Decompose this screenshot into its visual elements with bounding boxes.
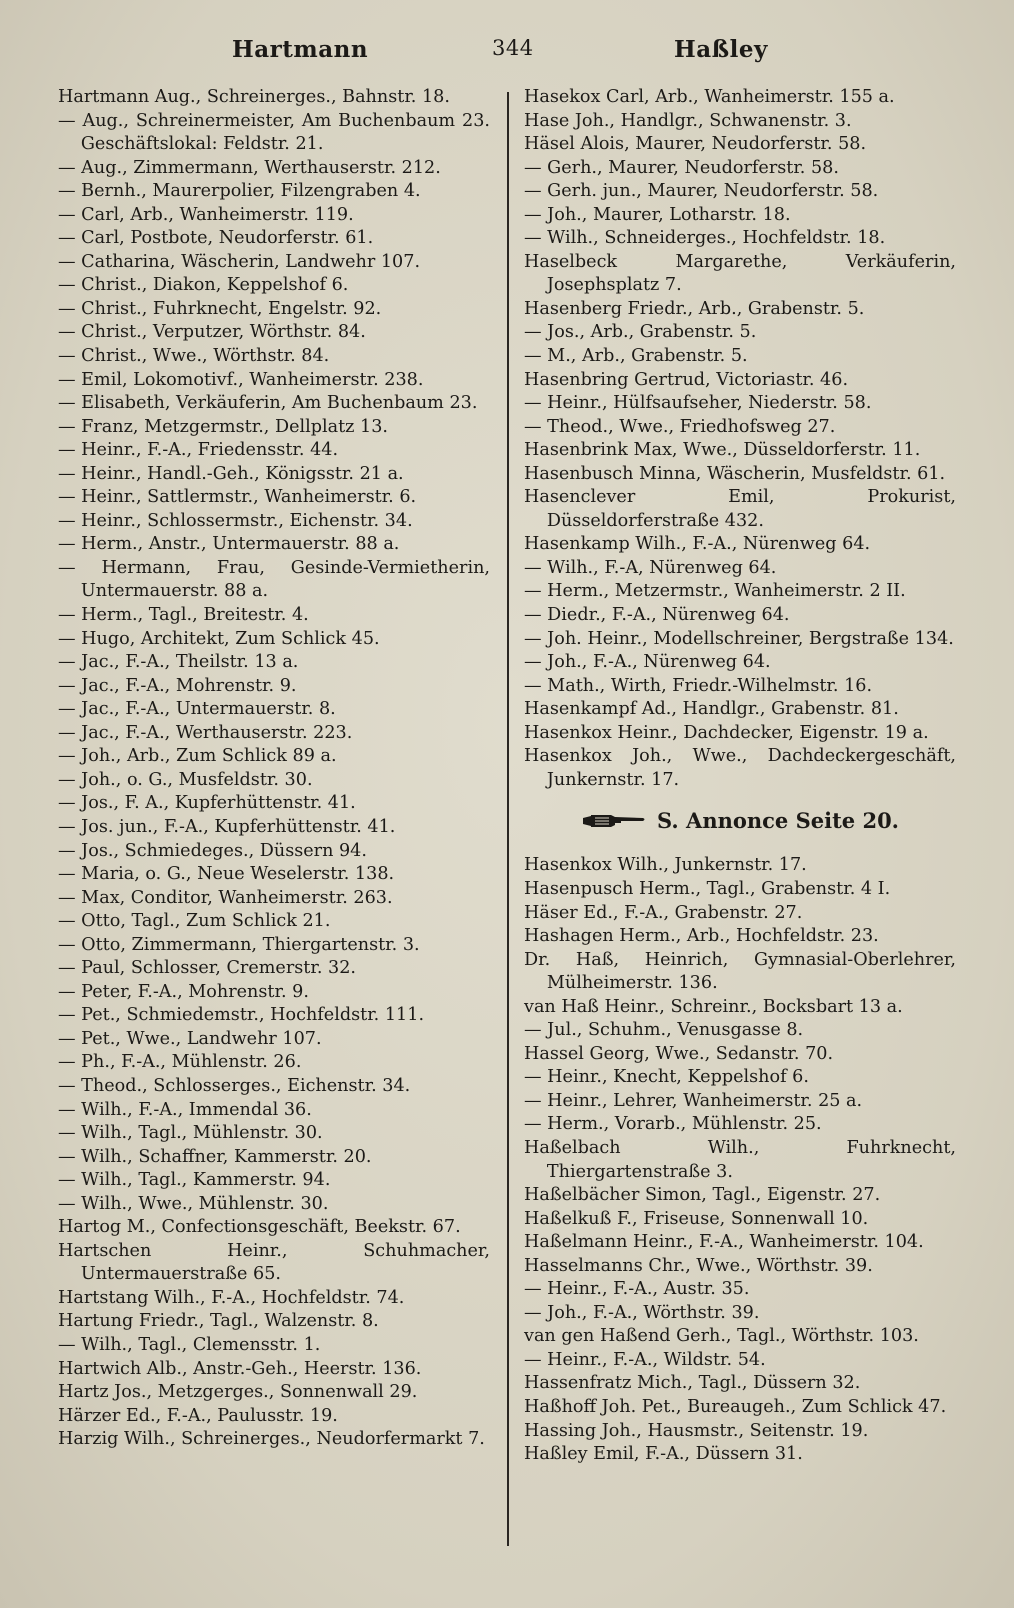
directory-entry: — Wilh., Tagl., Clemensstr. 1. bbox=[58, 1334, 321, 1355]
column-divider bbox=[507, 92, 509, 1546]
directory-entry: Hasenkox Joh., Wwe., Dachdeckergeschäft, Junkernstr. 17. bbox=[524, 746, 956, 790]
directory-entry: — Diedr., F.-A., Nürenweg 64. bbox=[524, 605, 790, 626]
directory-entry: — Heinr., Sattlermstr., Wanheimerstr. 6. bbox=[58, 487, 417, 508]
directory-entry: Haßhoff Joh. Pet., Bureaugeh., Zum Schlick 47. bbox=[524, 1396, 947, 1417]
directory-entry: — Gerh. jun., Maurer, Neudorferstr. 58. bbox=[524, 181, 879, 202]
directory-entry: — Jos. jun., F.-A., Kupferhüttenstr. 41. bbox=[58, 816, 396, 837]
directory-entry: — Christ., Fuhrknecht, Engelstr. 92. bbox=[58, 298, 382, 319]
directory-entry: Hartog M., Confectionsgeschäft, Beekstr. 67. bbox=[58, 1217, 461, 1238]
directory-entry: Hasenbusch Minna, Wäscherin, Musfeldstr. 61. bbox=[524, 463, 946, 484]
directory-entry: — Hugo, Architekt, Zum Schlick 45. bbox=[58, 628, 380, 649]
directory-entry: Hartschen Heinr., Schuhmacher, Untermauerstraße 65. bbox=[58, 1240, 490, 1285]
right-column-bottom-entries bbox=[524, 854, 956, 1466]
directory-entry: — Jos., F. A., Kupferhüttenstr. 41. bbox=[58, 793, 356, 814]
directory-entry: — Catharina, Wäscherin, Landwehr 107. bbox=[58, 251, 421, 272]
directory-entry: Hassel Georg, Wwe., Sedanstr. 70. bbox=[524, 1043, 834, 1064]
page-header bbox=[0, 36, 1014, 76]
directory-entry: — Theod., Wwe., Friedhofsweg 27. bbox=[524, 416, 836, 437]
directory-entry: Haßelmann Heinr., F.-A., Wanheimerstr. 104. bbox=[524, 1232, 924, 1253]
right-column bbox=[524, 86, 956, 1467]
directory-entry: — Jac., F.-A., Werthauserstr. 223. bbox=[58, 722, 353, 743]
directory-entry: — Math., Wirth, Friedr.-Wilhelmstr. 16. bbox=[524, 675, 873, 696]
directory-entry: — Aug., Schreinermeister, Am Buchenbaum 23. Geschäftslokal: Feldstr. 21. bbox=[58, 110, 490, 155]
directory-entry: Haßelbächer Simon, Tagl., Eigenstr. 27. bbox=[524, 1185, 881, 1206]
directory-entry: — Wilh., Schneiderges., Hochfeldstr. 18. bbox=[524, 228, 886, 249]
header-left-keyword: Hartmann bbox=[232, 36, 369, 63]
directory-entry: — Christ., Wwe., Wörthstr. 84. bbox=[58, 346, 330, 367]
directory-entry: — Gerh., Maurer, Neudorferstr. 58. bbox=[524, 157, 839, 178]
directory-entry: Hartstang Wilh., F.-A., Hochfeldstr. 74. bbox=[58, 1287, 405, 1308]
header-right-keyword: Haßley bbox=[674, 36, 768, 63]
directory-entry: — Heinr., Handl.-Geh., Königsstr. 21 a. bbox=[58, 463, 404, 484]
directory-entry: — Herm., Anstr., Untermauerstr. 88 a. bbox=[58, 534, 400, 555]
directory-entry: Dr. Haß, Heinrich, Gymnasial-Oberlehrer, Mülheimerstr. 136. bbox=[524, 949, 956, 994]
directory-entry: Hassenfratz Mich., Tagl., Düssern 32. bbox=[524, 1373, 861, 1394]
directory-entry: Haßelbach Wilh., Fuhrknecht, Thiergartenstraße 3. bbox=[524, 1137, 956, 1182]
directory-entry: Haselbeck Margarethe, Verkäuferin, Josephsplatz 7. bbox=[524, 251, 956, 296]
directory-entry: — M., Arb., Grabenstr. 5. bbox=[524, 346, 748, 367]
directory-entry: — Carl, Postbote, Neudorferstr. 61. bbox=[58, 228, 374, 249]
annonce-text: S. Annonce Seite 20. bbox=[656, 808, 899, 834]
directory-entry: Hashagen Herm., Arb., Hochfeldstr. 23. bbox=[524, 926, 879, 947]
directory-entry: Haßelkuß F., Friseuse, Sonnenwall 10. bbox=[524, 1208, 869, 1229]
directory-entry: — Peter, F.-A., Mohrenstr. 9. bbox=[58, 981, 309, 1002]
directory-entry: — Heinr., F.-A., Wildstr. 54. bbox=[524, 1349, 766, 1370]
left-column bbox=[58, 86, 490, 1452]
directory-entry: — Carl, Arb., Wanheimerstr. 119. bbox=[58, 204, 354, 225]
directory-entry: — Joh., Arb., Zum Schlick 89 a. bbox=[58, 746, 337, 767]
directory-entry: — Maria, o. G., Neue Weselerstr. 138. bbox=[58, 864, 395, 885]
directory-entry: — Otto, Zimmermann, Thiergartenstr. 3. bbox=[58, 934, 420, 955]
directory-entry: — Joh., Maurer, Lotharstr. 18. bbox=[524, 204, 791, 225]
annonce-note bbox=[524, 806, 956, 836]
directory-entry: Hartwich Alb., Anstr.-Geh., Heerstr. 136. bbox=[58, 1358, 422, 1379]
directory-entry: — Joh., o. G., Musfeldstr. 30. bbox=[58, 769, 313, 790]
directory-entry: — Heinr., Knecht, Keppelshof 6. bbox=[524, 1067, 809, 1088]
directory-entry: — Ph., F.-A., Mühlenstr. 26. bbox=[58, 1052, 302, 1073]
directory-entry: Hasenpusch Herm., Tagl., Grabenstr. 4 I. bbox=[524, 878, 891, 899]
directory-entry: — Emil, Lokomotivf., Wanheimerstr. 238. bbox=[58, 369, 424, 390]
directory-entry: — Max, Conditor, Wanheimerstr. 263. bbox=[58, 887, 393, 908]
directory-entry: — Herm., Tagl., Breitestr. 4. bbox=[58, 605, 309, 626]
directory-entry: Hasenberg Friedr., Arb., Grabenstr. 5. bbox=[524, 298, 865, 319]
directory-entry: — Jul., Schuhm., Venusgasse 8. bbox=[524, 1020, 804, 1041]
directory-entry: — Joh., F.-A., Nürenweg 64. bbox=[524, 652, 771, 673]
directory-entry: — Aug., Zimmermann, Werthauserstr. 212. bbox=[58, 157, 441, 178]
directory-entry: Harzig Wilh., Schreinerges., Neudorfermarkt 7. bbox=[58, 1429, 485, 1450]
directory-entry: — Wilh., F.-A., Immendal 36. bbox=[58, 1099, 312, 1120]
directory-entry: — Jos., Arb., Grabenstr. 5. bbox=[524, 322, 757, 343]
directory-entry: Haßley Emil, F.-A., Düssern 31. bbox=[524, 1444, 803, 1465]
directory-entry: — Christ., Verputzer, Wörthstr. 84. bbox=[58, 322, 366, 343]
directory-entry: Hasekox Carl, Arb., Wanheimerstr. 155 a. bbox=[524, 87, 895, 107]
directory-entry: — Wilh., Tagl., Mühlenstr. 30. bbox=[58, 1123, 323, 1144]
directory-entry: — Heinr., F.-A., Austr. 35. bbox=[524, 1279, 750, 1300]
directory-entry: — Heinr., F.-A., Friedensstr. 44. bbox=[58, 440, 339, 461]
directory-entry: — Franz, Metzgermstr., Dellplatz 13. bbox=[58, 416, 389, 437]
directory-entry: Hartung Friedr., Tagl., Walzenstr. 8. bbox=[58, 1311, 379, 1332]
directory-entry: Härzer Ed., F.-A., Paulusstr. 19. bbox=[58, 1405, 338, 1426]
directory-entry: Hasenclever Emil, Prokurist, Düsseldorferstraße 432. bbox=[524, 487, 956, 531]
directory-entry: — Herm., Vorarb., Mühlenstr. 25. bbox=[524, 1114, 822, 1135]
directory-entry: — Christ., Diakon, Keppelshof 6. bbox=[58, 275, 349, 296]
directory-entry: — Elisabeth, Verkäuferin, Am Buchenbaum 23. bbox=[58, 393, 478, 414]
directory-entry: — Joh., F.-A., Wörthstr. 39. bbox=[524, 1302, 760, 1323]
directory-entry: Hasenkox Heinr., Dachdecker, Eigenstr. 19 a. bbox=[524, 722, 929, 743]
directory-entry: Hartmann Aug., Schreinerges., Bahnstr. 18. bbox=[58, 87, 450, 107]
directory-entry: — Pet., Wwe., Landwehr 107. bbox=[58, 1028, 322, 1049]
directory-entry: Hasenkamp Wilh., F.-A., Nürenweg 64. bbox=[524, 534, 871, 555]
directory-entry: — Theod., Schlosserges., Eichenstr. 34. bbox=[58, 1075, 411, 1096]
directory-entry: Hasenbrink Max, Wwe., Düsseldorferstr. 11. bbox=[524, 440, 921, 461]
directory-entry: — Joh. Heinr., Modellschreiner, Bergstraße 134. bbox=[524, 628, 954, 649]
directory-entry: — Heinr., Lehrer, Wanheimerstr. 25 a. bbox=[524, 1090, 863, 1111]
directory-entry: Hasenkampf Ad., Handlgr., Grabenstr. 81. bbox=[524, 699, 899, 720]
directory-entry: van gen Haßend Gerh., Tagl., Wörthstr. 103. bbox=[524, 1326, 919, 1347]
directory-entry: — Heinr., Hülfsaufseher, Niederstr. 58. bbox=[524, 393, 872, 414]
directory-entry: Hartz Jos., Metzgerges., Sonnenwall 29. bbox=[58, 1382, 418, 1403]
directory-entry: Hassing Joh., Hausmstr., Seitenstr. 19. bbox=[524, 1420, 869, 1441]
directory-entry: — Pet., Schmiedemstr., Hochfeldstr. 111. bbox=[58, 1005, 425, 1026]
directory-entry: — Jac., F.-A., Theilstr. 13 a. bbox=[58, 652, 299, 673]
page-number: 344 bbox=[492, 36, 534, 60]
directory-entry: — Jac., F.-A., Untermauerstr. 8. bbox=[58, 699, 336, 720]
directory-entry: — Paul, Schlosser, Cremerstr. 32. bbox=[58, 958, 356, 979]
directory-entry: — Hermann, Frau, Gesinde-Vermietherin, Untermauerstr. 88 a. bbox=[58, 557, 490, 602]
directory-entry: — Heinr., Schlossermstr., Eichenstr. 34. bbox=[58, 510, 413, 531]
directory-entry: — Wilh., Tagl., Kammerstr. 94. bbox=[58, 1170, 331, 1191]
directory-entry: Häser Ed., F.-A., Grabenstr. 27. bbox=[524, 902, 803, 923]
directory-entry: — Otto, Tagl., Zum Schlick 21. bbox=[58, 911, 331, 932]
directory-entry: — Jos., Schmiedeges., Düssern 94. bbox=[58, 840, 367, 861]
directory-entry: — Herm., Metzermstr., Wanheimerstr. 2 II. bbox=[524, 581, 906, 602]
directory-entry: Hasenkox Wilh., Junkernstr. 17. bbox=[524, 855, 807, 876]
directory-entry: Häsel Alois, Maurer, Neudorferstr. 58. bbox=[524, 134, 867, 155]
directory-entry: Hasenbring Gertrud, Victoriastr. 46. bbox=[524, 369, 849, 390]
directory-entry: Hase Joh., Handlgr., Schwanenstr. 3. bbox=[524, 110, 852, 131]
directory-entry: — Wilh., Schaffner, Kammerstr. 20. bbox=[58, 1146, 372, 1167]
right-column-top-entries bbox=[524, 86, 956, 792]
directory-entry: — Bernh., Maurerpolier, Filzengraben 4. bbox=[58, 181, 421, 202]
directory-entry: van Haß Heinr., Schreinr., Bocksbart 13 a. bbox=[524, 996, 903, 1017]
directory-entry: — Wilh., F.-A, Nürenweg 64. bbox=[524, 557, 777, 578]
pointing-hand-icon bbox=[581, 812, 647, 830]
directory-entry: Hasselmanns Chr., Wwe., Wörthstr. 39. bbox=[524, 1255, 873, 1276]
directory-entry: — Wilh., Wwe., Mühlenstr. 30. bbox=[58, 1193, 329, 1214]
directory-entry: — Jac., F.-A., Mohrenstr. 9. bbox=[58, 675, 297, 696]
